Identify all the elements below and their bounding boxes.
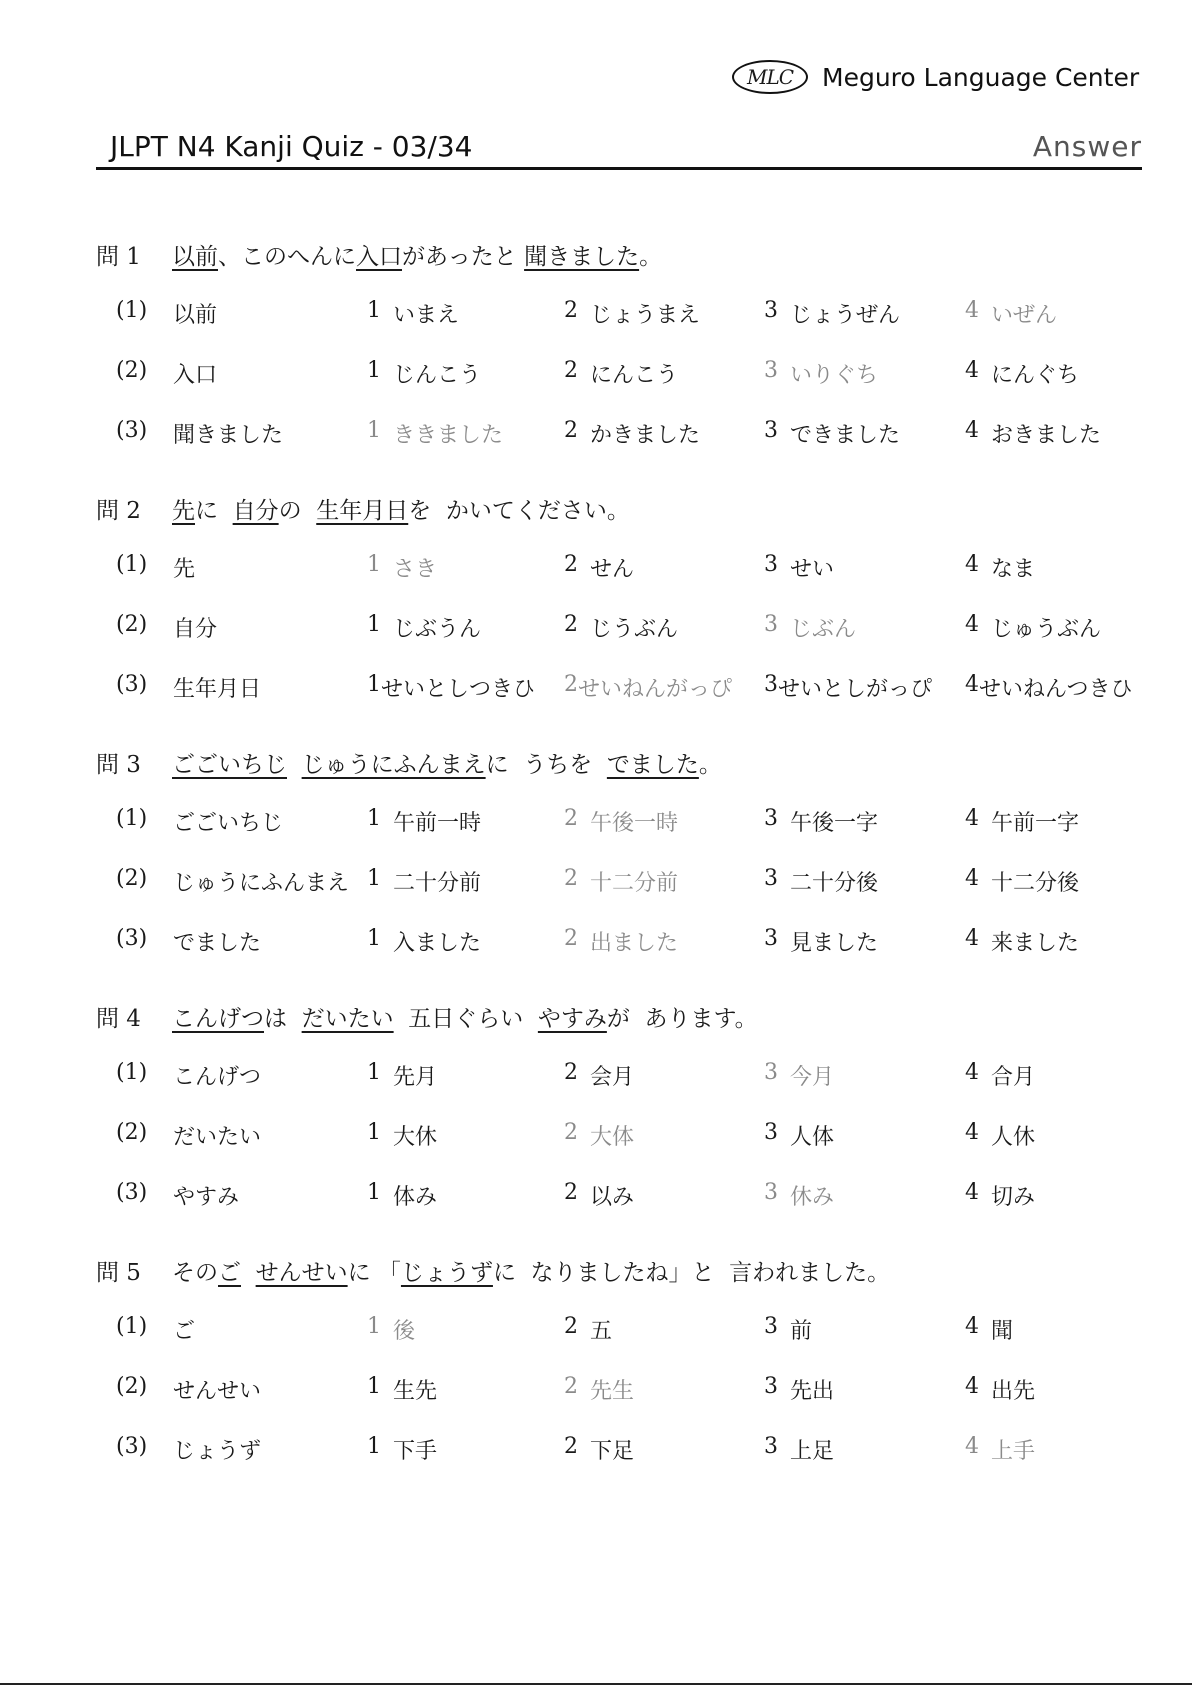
correct-answer-option (764, 612, 856, 643)
answer-option (764, 866, 878, 897)
sentence-fragment: に (195, 498, 233, 524)
option-number: 4 (965, 298, 979, 323)
sentence-fragment (287, 752, 302, 778)
sentence-fragment: は (264, 1006, 302, 1032)
sentence-text (172, 1254, 890, 1287)
option-number: 3 (764, 298, 778, 323)
answer-option (764, 1374, 834, 1405)
option-number: 1 (367, 672, 381, 697)
answer-option (965, 358, 1079, 389)
item-index: (1) (116, 552, 148, 577)
option-number: 3 (764, 612, 778, 637)
option-text: 上手 (991, 1439, 1036, 1464)
answer-option (764, 1314, 812, 1345)
item-index: (2) (116, 1374, 148, 1399)
answer-option (965, 672, 1133, 703)
option-text: いまえ (393, 303, 460, 328)
correct-answer-option (564, 806, 678, 837)
option-number: 3 (764, 866, 778, 891)
option-text: 人体 (790, 1125, 835, 1150)
option-text: 出先 (991, 1379, 1036, 1404)
option-number: 4 (965, 806, 979, 831)
option-number: 3 (764, 672, 778, 697)
sentence-fragment: に 「 (347, 1260, 401, 1286)
answer-option (564, 1314, 612, 1345)
option-number: 2 (564, 298, 578, 323)
answer-option (965, 806, 1079, 837)
option-text: じうぶん (590, 617, 679, 642)
option-text: なま (991, 557, 1036, 582)
question-sentence (96, 1254, 890, 1287)
question-sentence (96, 492, 630, 525)
sentence-fragment: 五日ぐらい (393, 1006, 538, 1032)
item-index: (1) (116, 298, 148, 323)
option-number: 1 (367, 358, 381, 383)
option-text: にんこう (590, 363, 679, 388)
question-number: 問 1 (96, 244, 141, 270)
quiz-header (96, 128, 1142, 170)
logo (732, 60, 1139, 94)
answer-option (367, 1060, 437, 1091)
option-number: 1 (367, 806, 381, 831)
option-text: じぶん (790, 617, 857, 642)
answer-option (564, 1180, 634, 1211)
option-text: 会月 (590, 1065, 635, 1090)
option-text: 前 (790, 1319, 813, 1344)
option-number: 1 (367, 1314, 381, 1339)
sentence-text (172, 746, 722, 779)
answer-option (367, 1374, 437, 1405)
item-term: こんげつ (173, 1065, 262, 1090)
option-number: 1 (367, 298, 381, 323)
option-text: せいねんがっぴ (578, 677, 733, 702)
sentence-fragment: 。 (639, 244, 663, 270)
option-text: じょうまえ (590, 303, 701, 328)
option-text: 下足 (590, 1439, 635, 1464)
option-text: じぶうん (393, 617, 482, 642)
question-sentence (96, 238, 662, 271)
option-text: 切み (991, 1185, 1036, 1210)
answer-option (564, 612, 678, 643)
sentence-fragment: を かいてください。 (408, 498, 630, 524)
item-index: (1) (116, 1314, 148, 1339)
question-sentence (96, 746, 722, 779)
option-text: せん (590, 557, 635, 582)
option-text: 二十分前 (393, 871, 482, 896)
option-text: じょうぜん (790, 303, 901, 328)
item-term: 自分 (173, 617, 218, 642)
answer-option (764, 806, 878, 837)
option-number: 4 (965, 1374, 979, 1399)
option-number: 1 (367, 1180, 381, 1205)
option-text: かきました (590, 423, 701, 448)
item-term: やすみ (173, 1185, 240, 1210)
item-term: 先 (173, 557, 196, 582)
option-number: 3 (764, 1120, 778, 1145)
correct-answer-option (965, 298, 1057, 329)
option-number: 4 (965, 418, 979, 443)
answer-option (965, 418, 1101, 449)
correct-answer-option (965, 1434, 1035, 1465)
sentence-fragment: 、このへんに (218, 244, 356, 270)
correct-answer-option (367, 552, 437, 583)
option-number: 3 (764, 1180, 778, 1205)
option-text: 体み (393, 1185, 438, 1210)
correct-answer-option (564, 1120, 634, 1151)
option-number: 4 (965, 1180, 979, 1205)
answer-option (965, 552, 1035, 583)
option-number: 1 (367, 552, 381, 577)
option-number: 2 (564, 1120, 578, 1145)
item-term: 生年月日 (173, 677, 262, 702)
underlined-target: 聞きました (524, 244, 640, 270)
answer-option (367, 866, 481, 897)
option-number: 2 (564, 672, 578, 697)
underlined-target: じょうず (400, 1260, 493, 1286)
option-text: せいねんつきひ (979, 677, 1133, 702)
sentence-fragment: が あります。 (606, 1006, 758, 1032)
option-number: 1 (367, 866, 381, 891)
sentence-text (172, 238, 662, 271)
answer-option (965, 612, 1101, 643)
option-text: 午後一時 (590, 811, 679, 836)
logo-mark: MLC (732, 60, 808, 94)
answer-option (564, 358, 678, 389)
option-number: 4 (965, 552, 979, 577)
option-text: 聞 (991, 1319, 1014, 1344)
option-number: 2 (564, 1180, 578, 1205)
option-number: 3 (764, 418, 778, 443)
option-text: 先出 (790, 1379, 835, 1404)
item-index: (2) (116, 612, 148, 637)
option-text: 休み (790, 1185, 835, 1210)
option-number: 4 (965, 1314, 979, 1339)
answer-option (367, 1434, 437, 1465)
option-number: 2 (564, 1374, 578, 1399)
correct-answer-option (367, 1314, 415, 1345)
option-text: おきました (991, 423, 1102, 448)
option-text: ききました (393, 423, 504, 448)
option-text: 大体 (590, 1125, 635, 1150)
underlined-target: 入口 (356, 244, 402, 270)
option-text: 先月 (393, 1065, 438, 1090)
underlined-target: 生年月日 (316, 498, 409, 524)
option-number: 4 (965, 866, 979, 891)
answer-option (764, 1120, 834, 1151)
item-index: (2) (116, 866, 148, 891)
answer-option (764, 298, 900, 329)
answer-option (564, 1060, 634, 1091)
option-text: 入ました (393, 931, 482, 956)
option-number: 2 (564, 612, 578, 637)
item-index: (3) (116, 1434, 148, 1459)
answer-option (965, 1060, 1035, 1091)
item-term: じゅうにふんまえ (173, 871, 350, 896)
option-number: 3 (764, 806, 778, 831)
question-number: 問 3 (96, 752, 141, 778)
underlined-target: ごごいちじ (172, 752, 287, 778)
option-text: せいとしつきひ (381, 677, 536, 702)
item-index: (3) (116, 926, 148, 951)
option-number: 1 (367, 926, 381, 951)
option-text: 人休 (991, 1125, 1036, 1150)
option-text: 来ました (991, 931, 1080, 956)
underlined-target: じゅうにふんまえ (301, 752, 486, 778)
underlined-target: 自分 (232, 498, 279, 524)
answer-option (764, 418, 900, 449)
option-number: 3 (764, 552, 778, 577)
answer-option (564, 552, 634, 583)
option-number: 4 (965, 672, 979, 697)
answer-option (965, 926, 1079, 957)
item-index: (3) (116, 672, 148, 697)
option-text: いぜん (991, 303, 1058, 328)
sentence-fragment: に うちを (485, 752, 607, 778)
item-index: (3) (116, 1180, 148, 1205)
option-number: 1 (367, 1434, 381, 1459)
item-term: でました (173, 931, 262, 956)
underlined-target: せんせい (255, 1260, 348, 1286)
answer-option (367, 298, 459, 329)
option-number: 1 (367, 1374, 381, 1399)
sentence-fragment (241, 1260, 256, 1286)
option-text: 上足 (790, 1439, 835, 1464)
answer-option (564, 298, 700, 329)
correct-answer-option (764, 358, 878, 389)
item-index: (3) (116, 418, 148, 443)
item-term: だいたい (173, 1125, 262, 1150)
option-text: 以み (590, 1185, 635, 1210)
correct-answer-option (764, 1060, 834, 1091)
item-index: (2) (116, 1120, 148, 1145)
sentence-fragment: に なりましたね」と 言われました。 (492, 1260, 891, 1286)
item-term: 聞きました (173, 423, 284, 448)
answer-option (367, 672, 535, 703)
option-number: 2 (564, 552, 578, 577)
underlined-target: でました (606, 752, 699, 778)
option-number: 4 (965, 1120, 979, 1145)
option-text: いりぐち (790, 363, 879, 388)
item-index: (1) (116, 1060, 148, 1085)
option-text: せい (790, 557, 835, 582)
item-term: ごごいちじ (173, 811, 284, 836)
option-text: 出ました (590, 931, 679, 956)
answer-option (764, 672, 932, 703)
correct-answer-option (564, 866, 678, 897)
answer-option (367, 806, 481, 837)
correct-answer-option (564, 1374, 634, 1405)
underlined-target: やすみ (537, 1006, 607, 1032)
answer-option (564, 1434, 634, 1465)
option-number: 4 (965, 358, 979, 383)
answer-label: Answer (1032, 130, 1142, 163)
correct-answer-option (564, 926, 678, 957)
sentence-fragment: の (278, 498, 317, 524)
answer-option (965, 1314, 1013, 1345)
answer-option (764, 552, 834, 583)
answer-option (764, 1434, 834, 1465)
option-number: 4 (965, 926, 979, 951)
option-text: 合月 (991, 1065, 1036, 1090)
underlined-target: 先 (172, 498, 195, 524)
option-text: 後 (393, 1319, 416, 1344)
option-number: 2 (564, 926, 578, 951)
answer-option (367, 1120, 437, 1151)
option-text: 十二分後 (991, 871, 1080, 896)
answer-option (367, 1180, 437, 1211)
item-term: 以前 (173, 303, 218, 328)
item-term: せんせい (173, 1379, 262, 1404)
answer-option (367, 358, 481, 389)
option-number: 2 (564, 1434, 578, 1459)
sentence-fragment: その (172, 1260, 218, 1286)
option-number: 3 (764, 1314, 778, 1339)
question-number: 問 5 (96, 1260, 141, 1286)
option-number: 1 (367, 1120, 381, 1145)
option-text: せいとしがっぴ (778, 677, 933, 702)
option-number: 3 (764, 1060, 778, 1085)
underlined-target: 以前 (172, 244, 218, 270)
option-text: じゅうぶん (991, 617, 1102, 642)
option-number: 4 (965, 1434, 979, 1459)
question-number: 問 2 (96, 498, 141, 524)
option-number: 3 (764, 926, 778, 951)
item-term: 入口 (173, 363, 218, 388)
answer-option (965, 1120, 1035, 1151)
option-number: 4 (965, 1060, 979, 1085)
underlined-target: こんげつ (172, 1006, 264, 1032)
option-number: 2 (564, 1314, 578, 1339)
sentence-fragment: があったと (402, 244, 525, 270)
option-text: 下手 (393, 1439, 438, 1464)
option-number: 1 (367, 1060, 381, 1085)
option-text: 十二分前 (590, 871, 679, 896)
correct-answer-option (764, 1180, 834, 1211)
sentence-text (172, 1000, 758, 1033)
option-text: 五 (590, 1319, 613, 1344)
option-number: 2 (564, 866, 578, 891)
item-term: じょうず (173, 1439, 262, 1464)
answer-option (564, 418, 700, 449)
option-text: さき (393, 557, 438, 582)
question-sentence (96, 1000, 758, 1033)
underlined-target: だいたい (301, 1006, 394, 1032)
answer-option (367, 612, 481, 643)
answer-option (965, 866, 1079, 897)
item-term: ご (173, 1319, 196, 1344)
option-number: 2 (564, 358, 578, 383)
option-text: できました (790, 423, 901, 448)
option-number: 1 (367, 418, 381, 443)
option-number: 3 (764, 1434, 778, 1459)
option-text: 午後一字 (790, 811, 879, 836)
option-text: じんこう (393, 363, 482, 388)
option-number: 2 (564, 806, 578, 831)
option-number: 1 (367, 612, 381, 637)
correct-answer-option (564, 672, 732, 703)
option-text: 大休 (393, 1125, 438, 1150)
item-index: (1) (116, 806, 148, 831)
correct-answer-option (367, 418, 503, 449)
option-number: 2 (564, 1060, 578, 1085)
quiz-title: JLPT N4 Kanji Quiz - 03/34 (110, 130, 473, 163)
option-text: 今月 (790, 1065, 835, 1090)
option-text: 午前一字 (991, 811, 1080, 836)
option-number: 3 (764, 1374, 778, 1399)
answer-option (965, 1180, 1035, 1211)
option-text: にんぐち (991, 363, 1080, 388)
option-text: 午前一時 (393, 811, 482, 836)
option-number: 4 (965, 612, 979, 637)
organization-name: Meguro Language Center (822, 62, 1140, 92)
option-text: 生先 (393, 1379, 438, 1404)
option-text: 二十分後 (790, 871, 879, 896)
question-number: 問 4 (96, 1006, 141, 1032)
option-number: 2 (564, 418, 578, 443)
item-index: (2) (116, 358, 148, 383)
option-number: 3 (764, 358, 778, 383)
answer-option (367, 926, 481, 957)
sentence-fragment: 。 (698, 752, 722, 778)
option-text: 見ました (790, 931, 879, 956)
answer-option (965, 1374, 1035, 1405)
answer-option (764, 926, 878, 957)
underlined-target: ご (218, 1260, 241, 1286)
sentence-text (172, 492, 630, 525)
option-text: 先生 (590, 1379, 635, 1404)
